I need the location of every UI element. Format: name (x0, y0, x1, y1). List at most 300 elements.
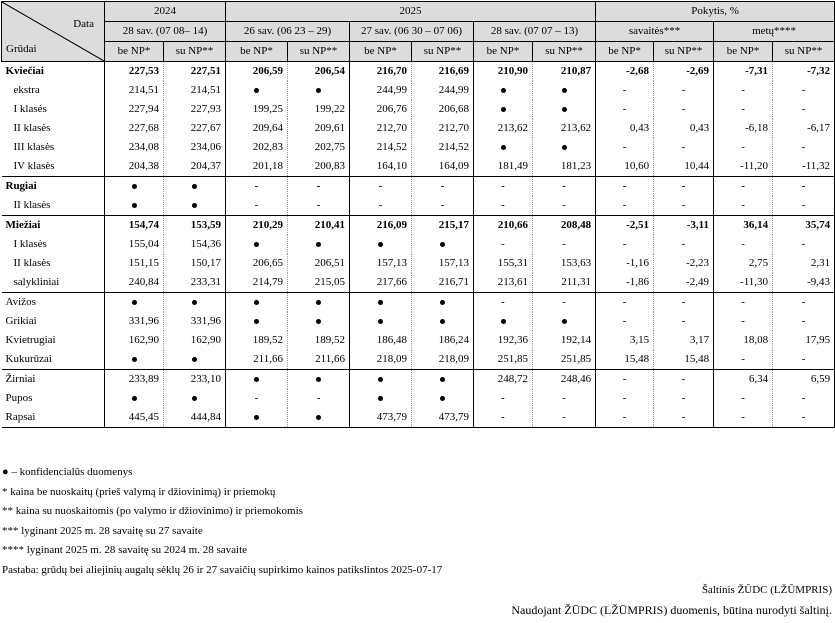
row-label: III klasės (2, 138, 105, 157)
dot-icon (316, 300, 321, 305)
value-cell: - (596, 389, 654, 408)
value-cell: - (773, 81, 835, 100)
su-np-header: su NP** (412, 42, 474, 62)
table-row (2, 254, 835, 273)
dot-icon (132, 396, 137, 401)
value-cell: 213,61 (474, 273, 533, 293)
week-2024-header: 28 sav. (07 08– 14) (105, 22, 226, 42)
dot-icon (378, 300, 383, 305)
value-cell: 214,52 (350, 138, 412, 157)
value-cell: - (596, 293, 654, 313)
value-cell: 215,05 (288, 273, 350, 293)
dot-icon (440, 396, 445, 401)
year-2025-header: 2025 (226, 2, 596, 22)
dot-icon (316, 242, 321, 247)
change-header: Pokytis, % (596, 2, 835, 22)
value-cell: 189,52 (226, 331, 288, 350)
value-cell: - (654, 138, 714, 157)
confidential-dot-icon (164, 350, 226, 370)
value-cell: 3,17 (654, 331, 714, 350)
value-cell: 209,64 (226, 119, 288, 138)
value-cell: - (654, 312, 714, 331)
value-cell: - (533, 408, 596, 428)
dot-icon (254, 242, 259, 247)
value-cell: - (596, 408, 654, 428)
table-row (2, 81, 835, 100)
value-cell: 202,83 (226, 138, 288, 157)
footnote: * kaina be nuoskaitų (prieš valymą ir džiovinimą) ir priemokų (2, 485, 276, 498)
value-cell: 35,74 (773, 216, 835, 236)
row-label: Kviečiai (2, 62, 105, 82)
value-cell: 155,04 (105, 235, 164, 254)
value-cell: -7,31 (714, 62, 773, 82)
row-label: salykliniai (2, 273, 105, 293)
value-cell: - (350, 177, 412, 197)
value-cell: 189,52 (288, 331, 350, 350)
value-cell: 162,90 (105, 331, 164, 350)
value-cell: 473,79 (412, 408, 474, 428)
row-label: II klasės (2, 196, 105, 216)
value-cell: 212,70 (412, 119, 474, 138)
table-row (2, 138, 835, 157)
value-cell: - (412, 177, 474, 197)
footnote: *** lyginant 2025 m. 28 savaitę su 27 savaite (2, 524, 203, 537)
week-27-header: 27 sav. (06 30 – 07 06) (350, 22, 474, 42)
dot-icon (192, 396, 197, 401)
value-cell: 157,13 (412, 254, 474, 273)
su-np-header: su NP** (533, 42, 596, 62)
value-cell: 210,41 (288, 216, 350, 236)
value-cell: 251,85 (533, 350, 596, 370)
dot-icon (192, 357, 197, 362)
be-np-header: be NP* (226, 42, 288, 62)
confidential-dot-icon (226, 370, 288, 390)
table-row (2, 119, 835, 138)
confidential-dot-icon (226, 81, 288, 100)
confidential-dot-icon (474, 81, 533, 100)
value-cell: 192,14 (533, 331, 596, 350)
dot-icon (501, 319, 506, 324)
dot-icon (316, 88, 321, 93)
value-cell: -2,69 (654, 62, 714, 82)
dot-icon (254, 415, 259, 420)
value-cell: 15,48 (596, 350, 654, 370)
table-row (2, 370, 835, 390)
value-cell: - (773, 293, 835, 313)
value-cell: - (596, 100, 654, 119)
be-np-header: be NP* (714, 42, 773, 62)
value-cell: - (714, 312, 773, 331)
value-cell: 6,34 (714, 370, 773, 390)
value-cell: - (714, 389, 773, 408)
value-cell: - (226, 389, 288, 408)
value-cell: 2,75 (714, 254, 773, 273)
footnote: **** lyginant 2025 m. 28 savaitę su 2024 m. 28 savaite (2, 544, 248, 556)
value-cell: 210,29 (226, 216, 288, 236)
value-cell: 10,44 (654, 157, 714, 177)
value-cell: 206,65 (226, 254, 288, 273)
corner-data-label: Data (73, 18, 94, 30)
value-cell: 214,51 (164, 81, 226, 100)
value-cell: 251,85 (474, 350, 533, 370)
value-cell: 216,69 (412, 62, 474, 82)
table-row (2, 216, 835, 236)
be-np-header: be NP* (105, 42, 164, 62)
dot-icon (562, 145, 567, 150)
value-cell: 227,94 (105, 100, 164, 119)
value-cell: - (474, 196, 533, 216)
value-cell: - (714, 408, 773, 428)
confidential-dot-icon (226, 312, 288, 331)
be-np-header: be NP* (596, 42, 654, 62)
value-cell: 10,60 (596, 157, 654, 177)
value-cell: 216,71 (412, 273, 474, 293)
value-cell: -7,32 (773, 62, 835, 82)
dot-icon (316, 415, 321, 420)
row-label: Rugiai (2, 177, 105, 197)
value-cell: 0,43 (596, 119, 654, 138)
value-cell: - (533, 196, 596, 216)
value-cell: 200,83 (288, 157, 350, 177)
table-row (2, 273, 835, 293)
confidential-dot-icon (288, 235, 350, 254)
value-cell: - (654, 408, 714, 428)
dot-icon (378, 319, 383, 324)
confidential-dot-icon (164, 196, 226, 216)
value-cell: - (596, 370, 654, 390)
metu-header: metų**** (714, 22, 835, 42)
value-cell: - (773, 100, 835, 119)
value-cell: 150,17 (164, 254, 226, 273)
dot-icon (254, 319, 259, 324)
value-cell: 201,18 (226, 157, 288, 177)
dot-icon (562, 319, 567, 324)
value-cell: - (474, 389, 533, 408)
dot-icon (378, 396, 383, 401)
corner-grudai-label: Grūdai (6, 43, 37, 55)
dot-icon (192, 184, 197, 189)
be-np-header: be NP* (474, 42, 533, 62)
value-cell: - (533, 235, 596, 254)
value-cell: 208,48 (533, 216, 596, 236)
confidential-dot-icon (474, 312, 533, 331)
value-cell: 214,51 (105, 81, 164, 100)
footnote: ● – konfidencialūs duomenys (2, 466, 133, 478)
table-row (2, 331, 835, 350)
table-row (2, 350, 835, 370)
row-label: Žirniai (2, 370, 105, 390)
table-row (2, 100, 835, 119)
table-row (2, 235, 835, 254)
value-cell: - (596, 196, 654, 216)
dot-icon (192, 300, 197, 305)
confidential-dot-icon (350, 312, 412, 331)
value-cell: - (773, 196, 835, 216)
value-cell: - (288, 177, 350, 197)
value-cell: 331,96 (105, 312, 164, 331)
value-cell: 215,17 (412, 216, 474, 236)
value-cell: 202,75 (288, 138, 350, 157)
confidential-dot-icon (288, 293, 350, 313)
value-cell: 181,49 (474, 157, 533, 177)
value-cell: - (350, 196, 412, 216)
value-cell: 206,76 (350, 100, 412, 119)
dot-icon (440, 377, 445, 382)
value-cell: 155,31 (474, 254, 533, 273)
dot-icon (254, 300, 259, 305)
table-row (2, 62, 835, 82)
value-cell: - (714, 177, 773, 197)
confidential-dot-icon (474, 138, 533, 157)
value-cell: - (474, 408, 533, 428)
value-cell: - (773, 389, 835, 408)
dot-icon (378, 242, 383, 247)
value-cell: 233,10 (164, 370, 226, 390)
source-note: Naudojant ŽŪDC (LŽŪMPRIS) duomenis, būtina nurodyti šaltinį. (511, 603, 832, 617)
value-cell: 213,62 (474, 119, 533, 138)
confidential-dot-icon (105, 293, 164, 313)
value-cell: -11,32 (773, 157, 835, 177)
value-cell: 164,09 (412, 157, 474, 177)
value-cell: -9,43 (773, 273, 835, 293)
value-cell: -2,49 (654, 273, 714, 293)
value-cell: - (533, 293, 596, 313)
savaites-header: savaitės*** (596, 22, 714, 42)
value-cell: 154,36 (164, 235, 226, 254)
dot-icon (440, 300, 445, 305)
table-row (2, 196, 835, 216)
dot-icon (562, 107, 567, 112)
dot-icon (254, 377, 259, 382)
confidential-dot-icon (533, 312, 596, 331)
value-cell: 473,79 (350, 408, 412, 428)
confidential-dot-icon (288, 408, 350, 428)
value-cell: - (654, 293, 714, 313)
footnote: Pastaba: grūdų bei aliejinių augalų sėklų 26 ir 27 savaičių supirkimo kainos patikslintos 2025-07-17 (2, 563, 443, 576)
value-cell: 151,15 (105, 254, 164, 273)
dot-icon (132, 300, 137, 305)
value-cell: - (288, 389, 350, 408)
value-cell: - (654, 81, 714, 100)
value-cell: - (773, 408, 835, 428)
confidential-dot-icon (288, 312, 350, 331)
value-cell: 227,53 (105, 62, 164, 82)
footnotes (2, 463, 442, 580)
value-cell: 192,36 (474, 331, 533, 350)
value-cell: - (412, 196, 474, 216)
su-np-header: su NP** (773, 42, 835, 62)
row-label: I klasės (2, 100, 105, 119)
confidential-dot-icon (350, 370, 412, 390)
value-cell: -6,18 (714, 119, 773, 138)
row-label: I klasės (2, 235, 105, 254)
confidential-dot-icon (533, 138, 596, 157)
value-cell: 218,09 (350, 350, 412, 370)
value-cell: 206,59 (226, 62, 288, 82)
value-cell: - (773, 312, 835, 331)
dot-icon (254, 88, 259, 93)
value-cell: 234,08 (105, 138, 164, 157)
row-label: Pupos (2, 389, 105, 408)
table-row (2, 293, 835, 313)
value-cell: 3,15 (596, 331, 654, 350)
value-cell: 211,31 (533, 273, 596, 293)
value-cell: 248,46 (533, 370, 596, 390)
dot-icon (501, 88, 506, 93)
dot-icon (316, 377, 321, 382)
year-2024-header: 2024 (105, 2, 226, 22)
value-cell: 17,95 (773, 331, 835, 350)
row-label: Kvietrugiai (2, 331, 105, 350)
row-label: Kukurūzai (2, 350, 105, 370)
row-label: Grikiai (2, 312, 105, 331)
value-cell: -11,20 (714, 157, 773, 177)
be-np-header: be NP* (350, 42, 412, 62)
confidential-dot-icon (533, 81, 596, 100)
value-cell: - (596, 235, 654, 254)
confidential-dot-icon (533, 100, 596, 119)
value-cell: - (288, 196, 350, 216)
value-cell: 186,24 (412, 331, 474, 350)
value-cell: -3,11 (654, 216, 714, 236)
week-28-header: 28 sav. (07 07 – 13) (474, 22, 596, 42)
value-cell: 216,09 (350, 216, 412, 236)
dot-icon (316, 319, 321, 324)
value-cell: 210,87 (533, 62, 596, 82)
value-cell: - (654, 389, 714, 408)
confidential-dot-icon (164, 177, 226, 197)
dot-icon (132, 184, 137, 189)
corner-header (2, 2, 105, 62)
value-cell: 0,43 (654, 119, 714, 138)
value-cell: 162,90 (164, 331, 226, 350)
value-cell: - (773, 350, 835, 370)
confidential-dot-icon (226, 235, 288, 254)
confidential-dot-icon (105, 177, 164, 197)
confidential-dot-icon (412, 389, 474, 408)
value-cell: 445,45 (105, 408, 164, 428)
value-cell: 213,62 (533, 119, 596, 138)
value-cell: 218,09 (412, 350, 474, 370)
value-cell: 206,68 (412, 100, 474, 119)
value-cell: - (654, 100, 714, 119)
table-row (2, 312, 835, 331)
value-cell: - (714, 81, 773, 100)
value-cell: -1,86 (596, 273, 654, 293)
dot-icon (132, 203, 137, 208)
value-cell: - (654, 196, 714, 216)
value-cell: -6,17 (773, 119, 835, 138)
value-cell: 244,99 (412, 81, 474, 100)
row-label: II klasės (2, 119, 105, 138)
value-cell: - (596, 177, 654, 197)
value-cell: 154,74 (105, 216, 164, 236)
price-table (1, 1, 835, 428)
dot-icon (501, 107, 506, 112)
value-cell: 2,31 (773, 254, 835, 273)
value-cell: - (596, 312, 654, 331)
table-row (2, 408, 835, 428)
value-cell: - (533, 389, 596, 408)
value-cell: -2,23 (654, 254, 714, 273)
dot-icon (440, 242, 445, 247)
value-cell: 186,48 (350, 331, 412, 350)
value-cell: - (226, 196, 288, 216)
table-row (2, 157, 835, 177)
confidential-dot-icon (412, 312, 474, 331)
value-cell: 164,10 (350, 157, 412, 177)
row-label: Avižos (2, 293, 105, 313)
confidential-dot-icon (412, 235, 474, 254)
row-label: Rapsai (2, 408, 105, 428)
value-cell: 153,59 (164, 216, 226, 236)
value-cell: 233,31 (164, 273, 226, 293)
confidential-dot-icon (474, 100, 533, 119)
table-row (2, 389, 835, 408)
su-np-header: su NP** (164, 42, 226, 62)
value-cell: 244,99 (350, 81, 412, 100)
value-cell: 204,37 (164, 157, 226, 177)
value-cell: - (654, 370, 714, 390)
value-cell: 15,48 (654, 350, 714, 370)
confidential-dot-icon (105, 350, 164, 370)
value-cell: -2,51 (596, 216, 654, 236)
value-cell: - (596, 81, 654, 100)
value-cell: 206,54 (288, 62, 350, 82)
row-label: IV klasės (2, 157, 105, 177)
dot-icon (132, 357, 137, 362)
confidential-dot-icon (164, 293, 226, 313)
value-cell: 227,67 (164, 119, 226, 138)
value-cell: - (654, 235, 714, 254)
value-cell: 210,66 (474, 216, 533, 236)
confidential-dot-icon (226, 293, 288, 313)
confidential-dot-icon (412, 293, 474, 313)
value-cell: 227,51 (164, 62, 226, 82)
value-cell: 331,96 (164, 312, 226, 331)
row-label: ekstra (2, 81, 105, 100)
footnote: ** kaina su nuoskaitomis (po valymo ir džiovinimo) ir priemokomis (2, 505, 303, 517)
value-cell: 206,51 (288, 254, 350, 273)
value-cell: - (773, 235, 835, 254)
value-cell: 211,66 (226, 350, 288, 370)
value-cell: 233,89 (105, 370, 164, 390)
dot-icon (501, 145, 506, 150)
week-26-header: 26 sav. (06 23 – 29) (226, 22, 350, 42)
su-np-header: su NP** (288, 42, 350, 62)
confidential-dot-icon (105, 196, 164, 216)
value-cell: 234,06 (164, 138, 226, 157)
value-cell: -11,30 (714, 273, 773, 293)
value-cell: - (773, 177, 835, 197)
value-cell: - (714, 138, 773, 157)
value-cell: 18,08 (714, 331, 773, 350)
value-cell: 240,84 (105, 273, 164, 293)
row-label: II klasės (2, 254, 105, 273)
dot-icon (192, 203, 197, 208)
value-cell: 153,63 (533, 254, 596, 273)
value-cell: 214,79 (226, 273, 288, 293)
dot-icon (378, 377, 383, 382)
source-line: Šaltinis ŽŪDC (LŽŪMPRIS) (701, 584, 832, 596)
confidential-dot-icon (164, 389, 226, 408)
confidential-dot-icon (350, 235, 412, 254)
confidential-dot-icon (226, 408, 288, 428)
value-cell: 214,52 (412, 138, 474, 157)
value-cell: 36,14 (714, 216, 773, 236)
confidential-dot-icon (350, 293, 412, 313)
value-cell: - (714, 235, 773, 254)
